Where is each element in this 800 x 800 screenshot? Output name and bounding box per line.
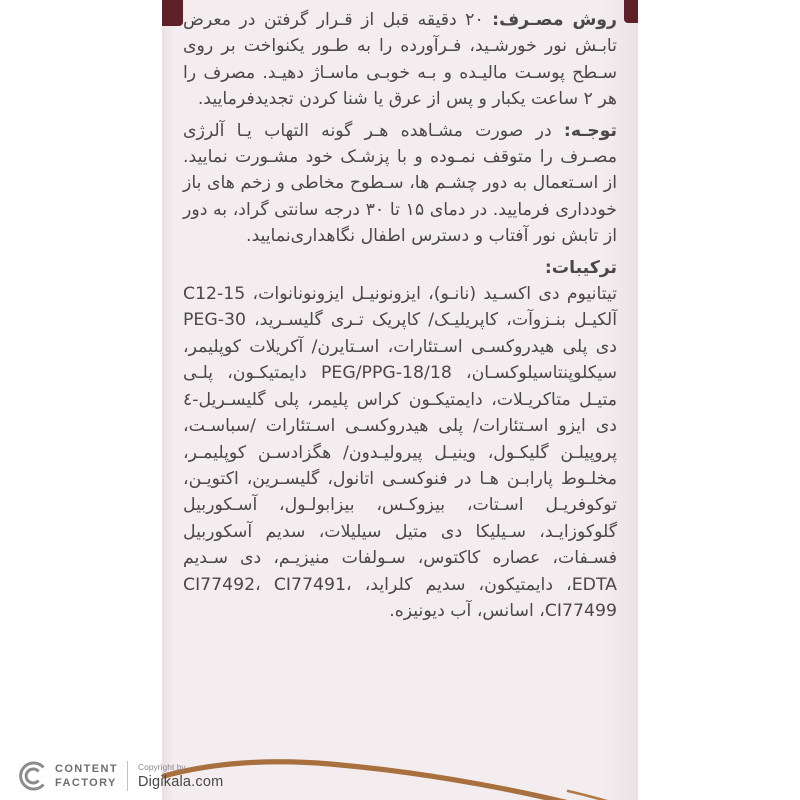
- digikala-site-name: Digikala.com: [137, 774, 224, 790]
- caution-body: در صورت مشـاهده هـر گونه التهاب یـا آلرژی مصـرف را متوقف نمـوده و با پزشـک خود مشـورت نمایید. از اسـتعمال به دور چشـم ها، سـطوح مخاطی و زخم های باز خودداری فرمایید. در دمای ۱۵ تا ۳۰ درجه سانتی گراد، به دور از تابش نور آفتاب و دسترس اطفال نگاهداری‌نمایید.: [183, 120, 617, 247]
- brand-line-2: FACTORY: [55, 777, 117, 789]
- content-factory-logo-icon: [13, 757, 51, 795]
- brand-line-1: CONTENT: [55, 762, 118, 775]
- caution-title: توجـه:: [563, 120, 617, 141]
- ingredients-section: [183, 255, 617, 625]
- product-photo[interactable]: [162, 0, 638, 800]
- digikala-watermark: [13, 757, 223, 795]
- content-factory-brand: [55, 762, 118, 791]
- usage-section: [183, 7, 617, 113]
- copyright-block: [138, 762, 223, 790]
- caution-section: [183, 118, 617, 250]
- ingredients-body: تیتانیوم دی اکسـید (نانـو)، ایزونونیـل ایزونونانوات، C12-15 آلکیـل بنـزوآت، کاپریلیـک/ کاپریک تـری گلیسـرید، PEG-30 دی پلی هیدروکسـی اسـتئارات، اسـتایرن/ آکریلات کوپلیمر، سیکلوپنتاسیلوکسـان، PEG/PPG-18/18 دایمتیکـون، پلـی متیـل متاکریـلات، دایمتیکـون کراس پلیمر، پلی گلیسـریل-٤ دی ایزو اسـتئارات/ پلی هیدروکسـی اسـتئارات /سباسـت، پروپیلـن گلیکـول، وینیـل پیرولیـدون/ هگزادسـن کوپلیمـر، مخلـوط پارابـن هـا در فنوکسـی اتانول، گلیسـرین، اکتویـن، توکوفریـل اسـتات، بیزوکـس، بیزابولـول، آسـکوربیل گلوکوزایـد، سـیلیکا دی متیل سیلیلات، سدیم آسکوربیل فسـفات، عصاره کاکتوس، سـولفات منیزیـم، دی سـدیم EDTA، دایمتیکون، سدیم کلراید، CI77492، CI77491، CI77499، اسانس، آب دیونیزه.: [183, 284, 618, 621]
- usage-body: ۲۰ دقیقه قبل از قـرار گرفتن در معرض تابـش نور خورشـید، فـرآورده را به طـور یکنواخت بر روی سـطح پوسـت مالیـده و بـه خوبـی ماسـاژ دهیـد. مصرف را هر ۲ ساعت یکبار و پس از عرق یا شنا کردن تجدیدفرمایید.: [183, 10, 617, 110]
- ingredients-title: ترکیبات:: [544, 257, 617, 278]
- usage-title: روش مصـرف:: [492, 10, 617, 30]
- label-text: [162, 7, 638, 629]
- gold-curve-decoration: [162, 736, 638, 800]
- watermark-divider: [127, 761, 128, 791]
- copyright-label: Copyright by: [137, 762, 186, 772]
